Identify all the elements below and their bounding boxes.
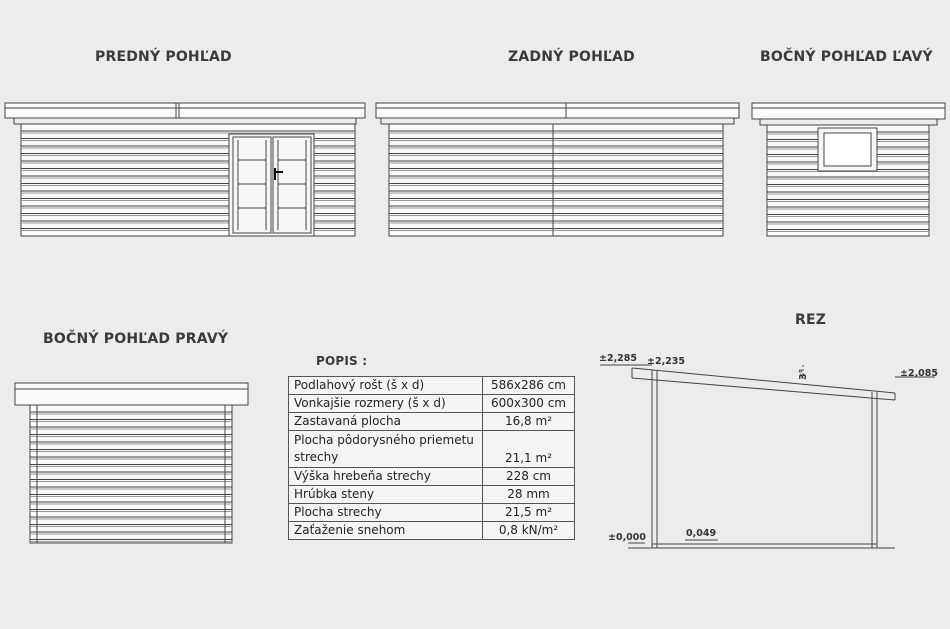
spec-label: Zastavaná plocha <box>289 413 483 431</box>
spec-value: 28 mm <box>483 486 575 504</box>
level-label-0000: ±0,000 <box>608 532 647 543</box>
spec-value: 586x286 cm <box>483 377 575 395</box>
section-drawing <box>600 365 935 548</box>
spec-row <box>289 504 575 522</box>
level-label-2285: ±2,285 <box>599 353 638 364</box>
spec-label: Podlahový rošt (š x d) <box>289 377 483 395</box>
spec-row <box>289 413 575 431</box>
spec-value: 21,5 m² <box>483 504 575 522</box>
left-side-view-title: BOČNÝ POHĽAD ĽAVÝ <box>760 49 933 65</box>
spec-row <box>289 431 575 468</box>
right-side-view-drawing <box>15 383 248 543</box>
section-view-title: REZ <box>795 312 827 328</box>
front-view-title: PREDNÝ POHĽAD <box>95 49 232 65</box>
spec-value: 21,1 m² <box>483 431 575 468</box>
spec-label: Výška hrebeňa strechy <box>289 468 483 486</box>
spec-label: Zaťaženie snehom <box>289 522 483 540</box>
spec-row <box>289 486 575 504</box>
spec-row <box>289 522 575 540</box>
spec-label: Hrúbka steny <box>289 486 483 504</box>
spec-label: Plocha pôdorysného priemetu strechy <box>289 431 483 468</box>
floor-level-label: 0,049 <box>686 528 717 539</box>
level-label-2085: ±2,085 <box>900 368 939 379</box>
spec-value: 600x300 cm <box>483 395 575 413</box>
spec-value: 16,8 m² <box>483 413 575 431</box>
spec-value: 228 cm <box>483 468 575 486</box>
spec-table <box>288 376 575 540</box>
section-labels <box>599 353 938 543</box>
level-label-2235: ±2,235 <box>647 356 686 367</box>
spec-row <box>289 395 575 413</box>
front-view-drawing <box>5 103 365 236</box>
spec-value: 0,8 kN/m² <box>483 522 575 540</box>
right-side-view-title: BOČNÝ POHĽAD PRAVÝ <box>43 331 229 347</box>
description-title: POPIS : <box>316 354 368 368</box>
spec-row <box>289 377 575 395</box>
spec-label: Plocha strechy <box>289 504 483 522</box>
spec-row <box>289 468 575 486</box>
back-view-title: ZADNÝ POHĽAD <box>508 49 635 65</box>
spec-label: Vonkajšie rozmery (š x d) <box>289 395 483 413</box>
left-side-view-drawing <box>752 103 945 236</box>
back-view-drawing <box>376 103 739 236</box>
roof-slope-label: 3° <box>798 368 809 380</box>
